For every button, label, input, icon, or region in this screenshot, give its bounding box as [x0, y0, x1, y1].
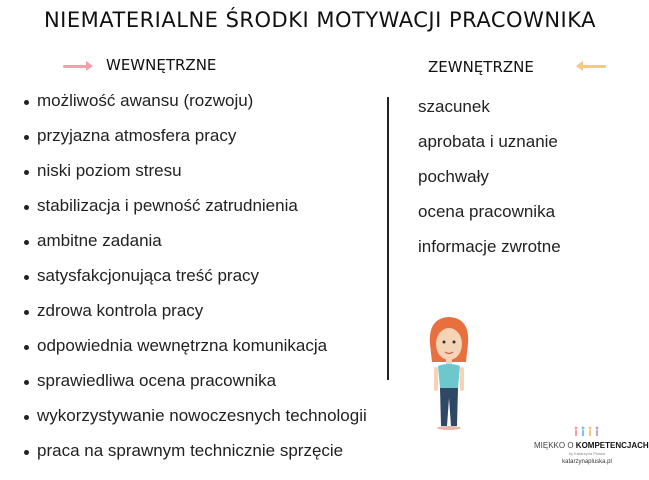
list-item: szacunek	[418, 97, 490, 116]
arrow-right-icon	[63, 65, 91, 68]
arrow-left-icon	[578, 65, 606, 68]
internal-list	[20, 90, 367, 475]
people-logo-icon	[572, 426, 602, 436]
list-item: aprobata i uznanie	[418, 132, 558, 151]
page-title: NIEMATERIALNE ŚRODKI MOTYWACJI PRACOWNIKA	[43, 8, 597, 32]
logo-url: katarzynapluska.pl	[562, 459, 612, 465]
list-item: pochwały	[418, 167, 489, 186]
list-item: wykorzystywanie nowoczesnych technologii	[20, 405, 367, 440]
list-item: zdrowa kontrola pracy	[20, 300, 367, 335]
brand-logo	[534, 423, 649, 465]
list-item: stabilizacja i pewność zatrudnienia	[20, 195, 367, 230]
list-item: sprawiedliwa ocena pracownika	[20, 370, 367, 405]
logo-byline: by Katarzyna Płuska	[568, 451, 606, 456]
internal-header: WEWNĘTRZNE	[106, 56, 217, 74]
list-item: praca na sprawnym technicznie sprzęcie	[20, 440, 367, 475]
logo-name-light: MIĘKKO O	[534, 441, 576, 450]
list-item: możliwość awansu (rozwoju)	[20, 90, 367, 125]
list-item: niski poziom stresu	[20, 160, 367, 195]
list-item: satysfakcjonująca treść pracy	[20, 265, 367, 300]
external-list	[418, 96, 561, 271]
woman-illustration	[424, 314, 474, 432]
external-header: ZEWNĘTRZNE	[428, 58, 534, 76]
list-item: ambitne zadania	[20, 230, 367, 265]
list-item: przyjazna atmosfera pracy	[20, 125, 367, 160]
column-divider	[387, 97, 389, 380]
list-item: informacje zwrotne	[418, 237, 561, 256]
list-item: ocena pracownika	[418, 202, 556, 221]
logo-name-bold: KOMPETENCJACH	[575, 441, 649, 450]
list-item: odpowiednia wewnętrzna komunikacja	[20, 335, 367, 370]
